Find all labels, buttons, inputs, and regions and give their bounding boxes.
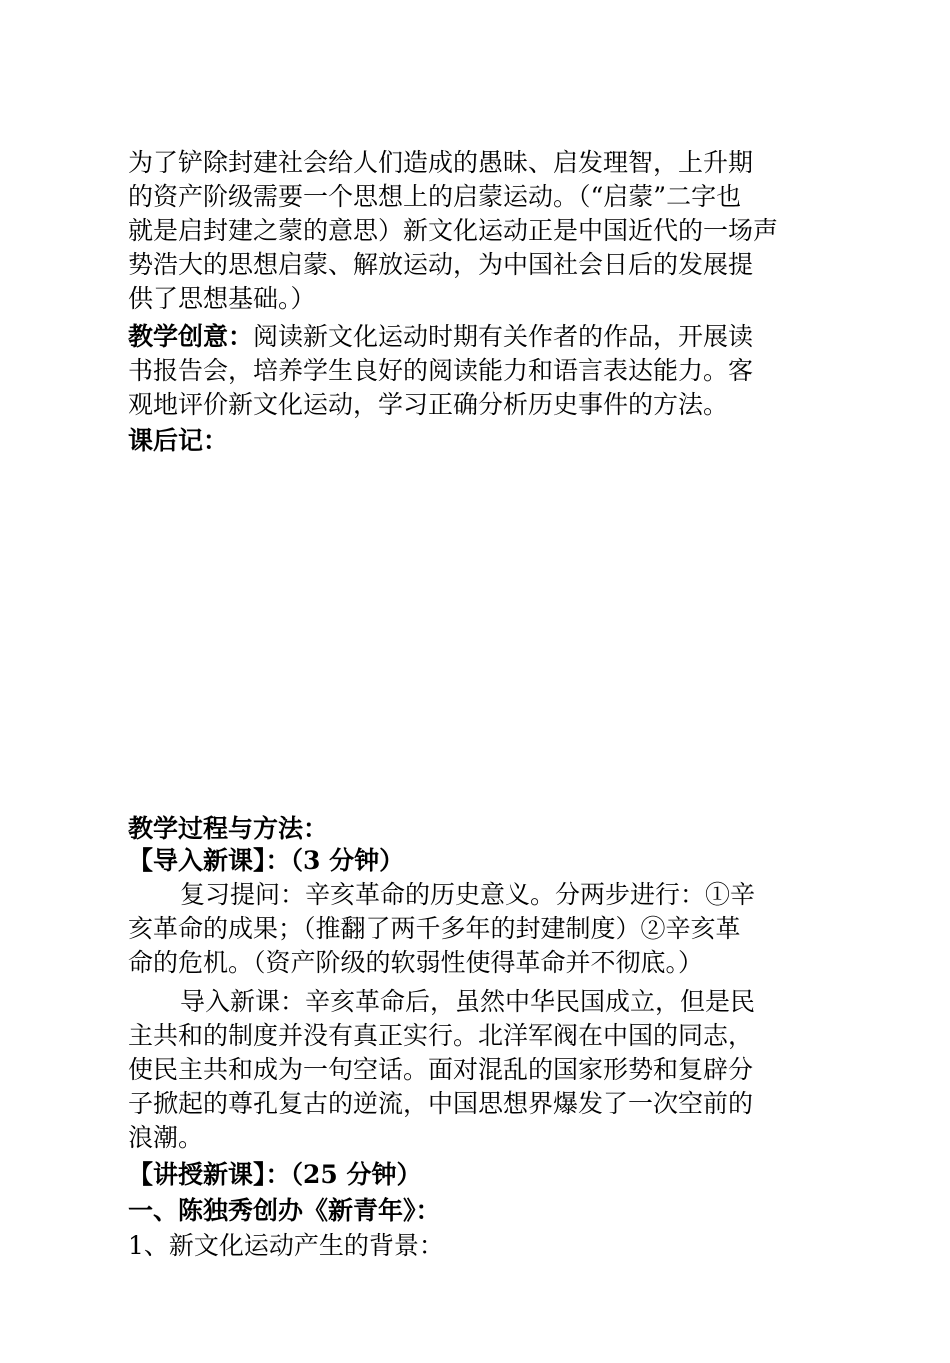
after-class-label: 课后记： (128, 426, 229, 455)
text-line: 导入新课：辛亥革命后，虽然中华民国成立，但是民 (180, 987, 756, 1016)
text-line: 为了铲除封建社会给人们造成的愚昧、启发理智，上升期 (128, 148, 754, 177)
review-paragraph (128, 878, 828, 980)
text-line: 子掀起的尊孔复古的逆流，中国思想界爆发了一次空前的 (128, 1089, 754, 1118)
text-line: 复习提问：辛亥革命的历史意义。分两步进行：①辛 (180, 880, 756, 909)
new-lesson-paragraph (128, 985, 828, 1155)
text-line: 书报告会，培养学生良好的阅读能力和语言表达能力。客 (128, 356, 754, 385)
text-line: 命的危机。（资产阶级的软弱性使得革命并不彻底。） (128, 948, 704, 977)
text-line: 的资产阶级需要一个思想上的启蒙运动。（“启蒙”二字也 (128, 182, 742, 211)
process-heading: 教学过程与方法： (128, 814, 329, 843)
text-line: 主共和的制度并没有真正实行。北洋军阀在中国的同志， (128, 1021, 754, 1050)
teaching-idea-paragraph (128, 320, 828, 422)
point-one-heading: 1、新文化运动产生的背景： (128, 1231, 444, 1260)
section-one-heading: 一、陈独秀创办《新青年》： (128, 1196, 441, 1225)
text-line: 亥革命的成果；（推翻了两千多年的封建制度）②辛亥革 (128, 914, 741, 943)
text-line: 势浩大的思想启蒙、解放运动，为中国社会日后的发展提 (128, 250, 754, 279)
teaching-idea-label: 教学创意： (128, 322, 254, 351)
intro-paragraph (128, 146, 828, 316)
text-line: 就是启封建之蒙的意思）新文化运动正是中国近代的一场声 (128, 216, 779, 245)
text-line (128, 320, 828, 354)
text-line: 供了思想基础。） (128, 284, 316, 313)
lecture-section-heading: 【讲授新课】：（25 分钟） (128, 1160, 422, 1189)
intro-section-heading: 【导入新课】：（3 分钟） (128, 846, 405, 875)
teaching-idea-first-line: 阅读新文化运动时期有关作者的作品，开展读 (253, 322, 754, 351)
text-line: 使民主共和成为一句空话。面对混乱的国家形势和复辟分 (128, 1055, 754, 1084)
text-line: 观地评价新文化运动，学习正确分析历史事件的方法。 (128, 390, 729, 419)
text-line: 浪潮。 (128, 1123, 204, 1152)
